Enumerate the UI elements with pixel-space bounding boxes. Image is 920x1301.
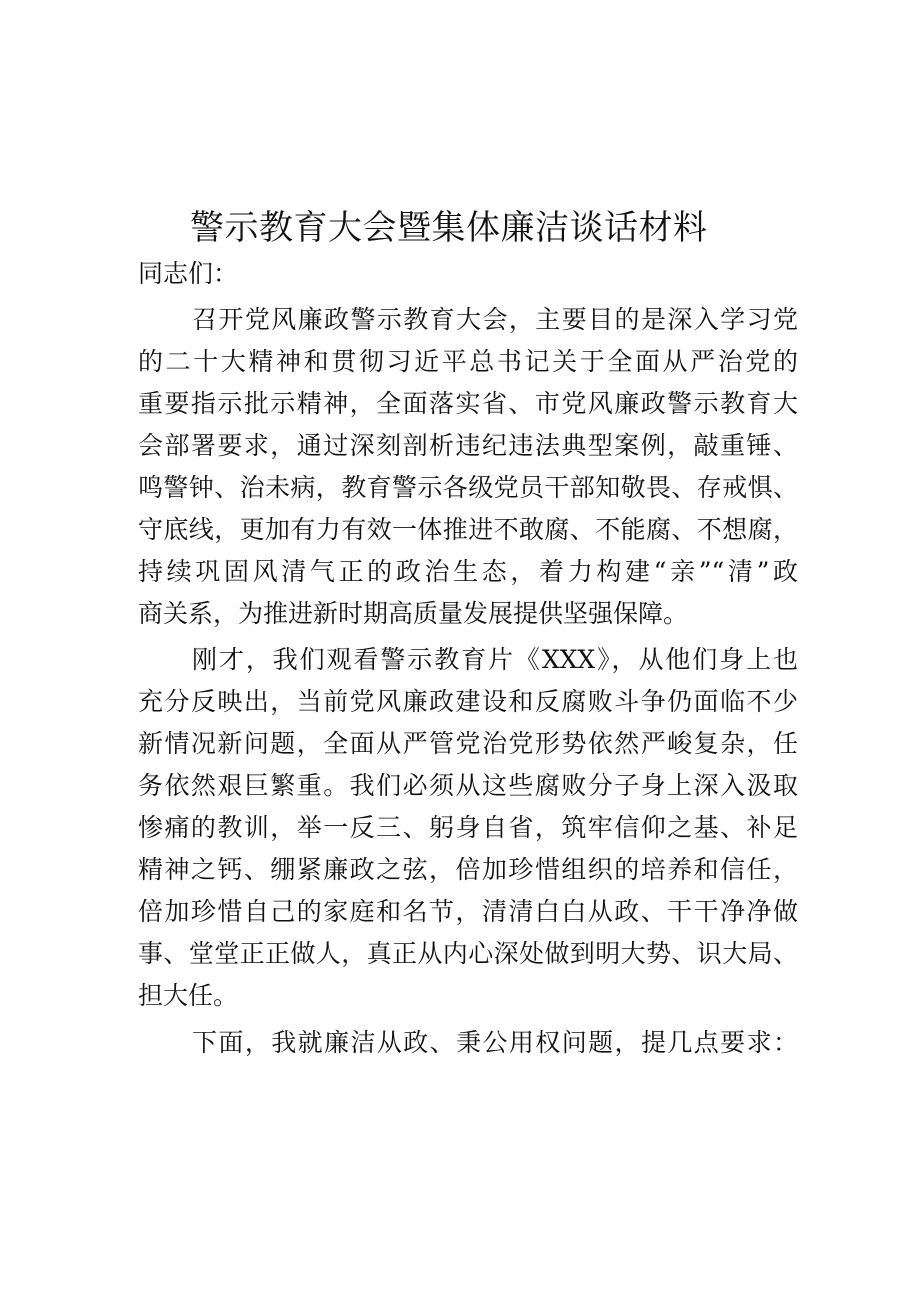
paragraph-line: 倍加珍惜自己的家庭和名节，清清白白从政、干干净净做 bbox=[138, 897, 798, 926]
paragraph-line: 事、堂堂正正做人，真正从内心深处做到明大势、识大局、 bbox=[138, 939, 798, 968]
paragraph-line: 持续巩固风清气正的政治生态，着力构建“亲”“清”政 bbox=[138, 557, 798, 586]
paragraph-line: 会部署要求，通过深刻剖析违纪违法典型案例，敲重锤、 bbox=[138, 431, 798, 460]
paragraph-line: 精神之钙、绷紧廉政之弦，倍加珍惜组织的培养和信任， bbox=[138, 855, 798, 884]
paragraph-line: 务依然艰巨繁重。我们必须从这些腐败分子身上深入汲取 bbox=[138, 771, 798, 800]
paragraph-2 bbox=[138, 639, 798, 1017]
paragraph-line: 商关系，为推进新时期高质量发展提供坚强保障。 bbox=[138, 599, 689, 628]
paragraph-line: 重要指示批示精神，全面落实省、市党风廉政警示教育大 bbox=[138, 389, 798, 418]
paragraph-1 bbox=[138, 299, 798, 635]
paragraph-line: 的二十大精神和贯彻习近平总书记关于全面从严治党的 bbox=[138, 347, 798, 376]
paragraph-line: 召开党风廉政警示教育大会，主要目的是深入学习党 bbox=[192, 305, 798, 334]
paragraph-line: 充分反映出，当前党风廉政建设和反腐败斗争仍面临不少 bbox=[138, 687, 798, 716]
salutation: 同志们： bbox=[138, 259, 239, 288]
paragraph-line: 下面，我就廉洁从政、秉公用权问题，提几点要求： bbox=[192, 1028, 798, 1057]
paragraph-line: 新情况新问题，全面从严管党治党形势依然严峻复杂，任 bbox=[138, 729, 798, 758]
paragraph-line: 刚才，我们观看警示教育片《XXX》，从他们身上也 bbox=[192, 645, 798, 674]
paragraph-3 bbox=[138, 1022, 798, 1064]
paragraph-line: 鸣警钟、治未病，教育警示各级党员干部知敬畏、存戒惧、 bbox=[138, 473, 798, 502]
document-title: 警示教育大会暨集体廉洁谈话材料 bbox=[190, 208, 708, 248]
paragraph-line: 惨痛的教训，举一反三、躬身自省，筑牢信仰之基、补足 bbox=[138, 813, 798, 842]
paragraph-line: 担大任。 bbox=[138, 981, 239, 1010]
paragraph-line: 守底线，更加有力有效一体推进不敢腐、不能腐、不想腐， bbox=[138, 515, 798, 544]
